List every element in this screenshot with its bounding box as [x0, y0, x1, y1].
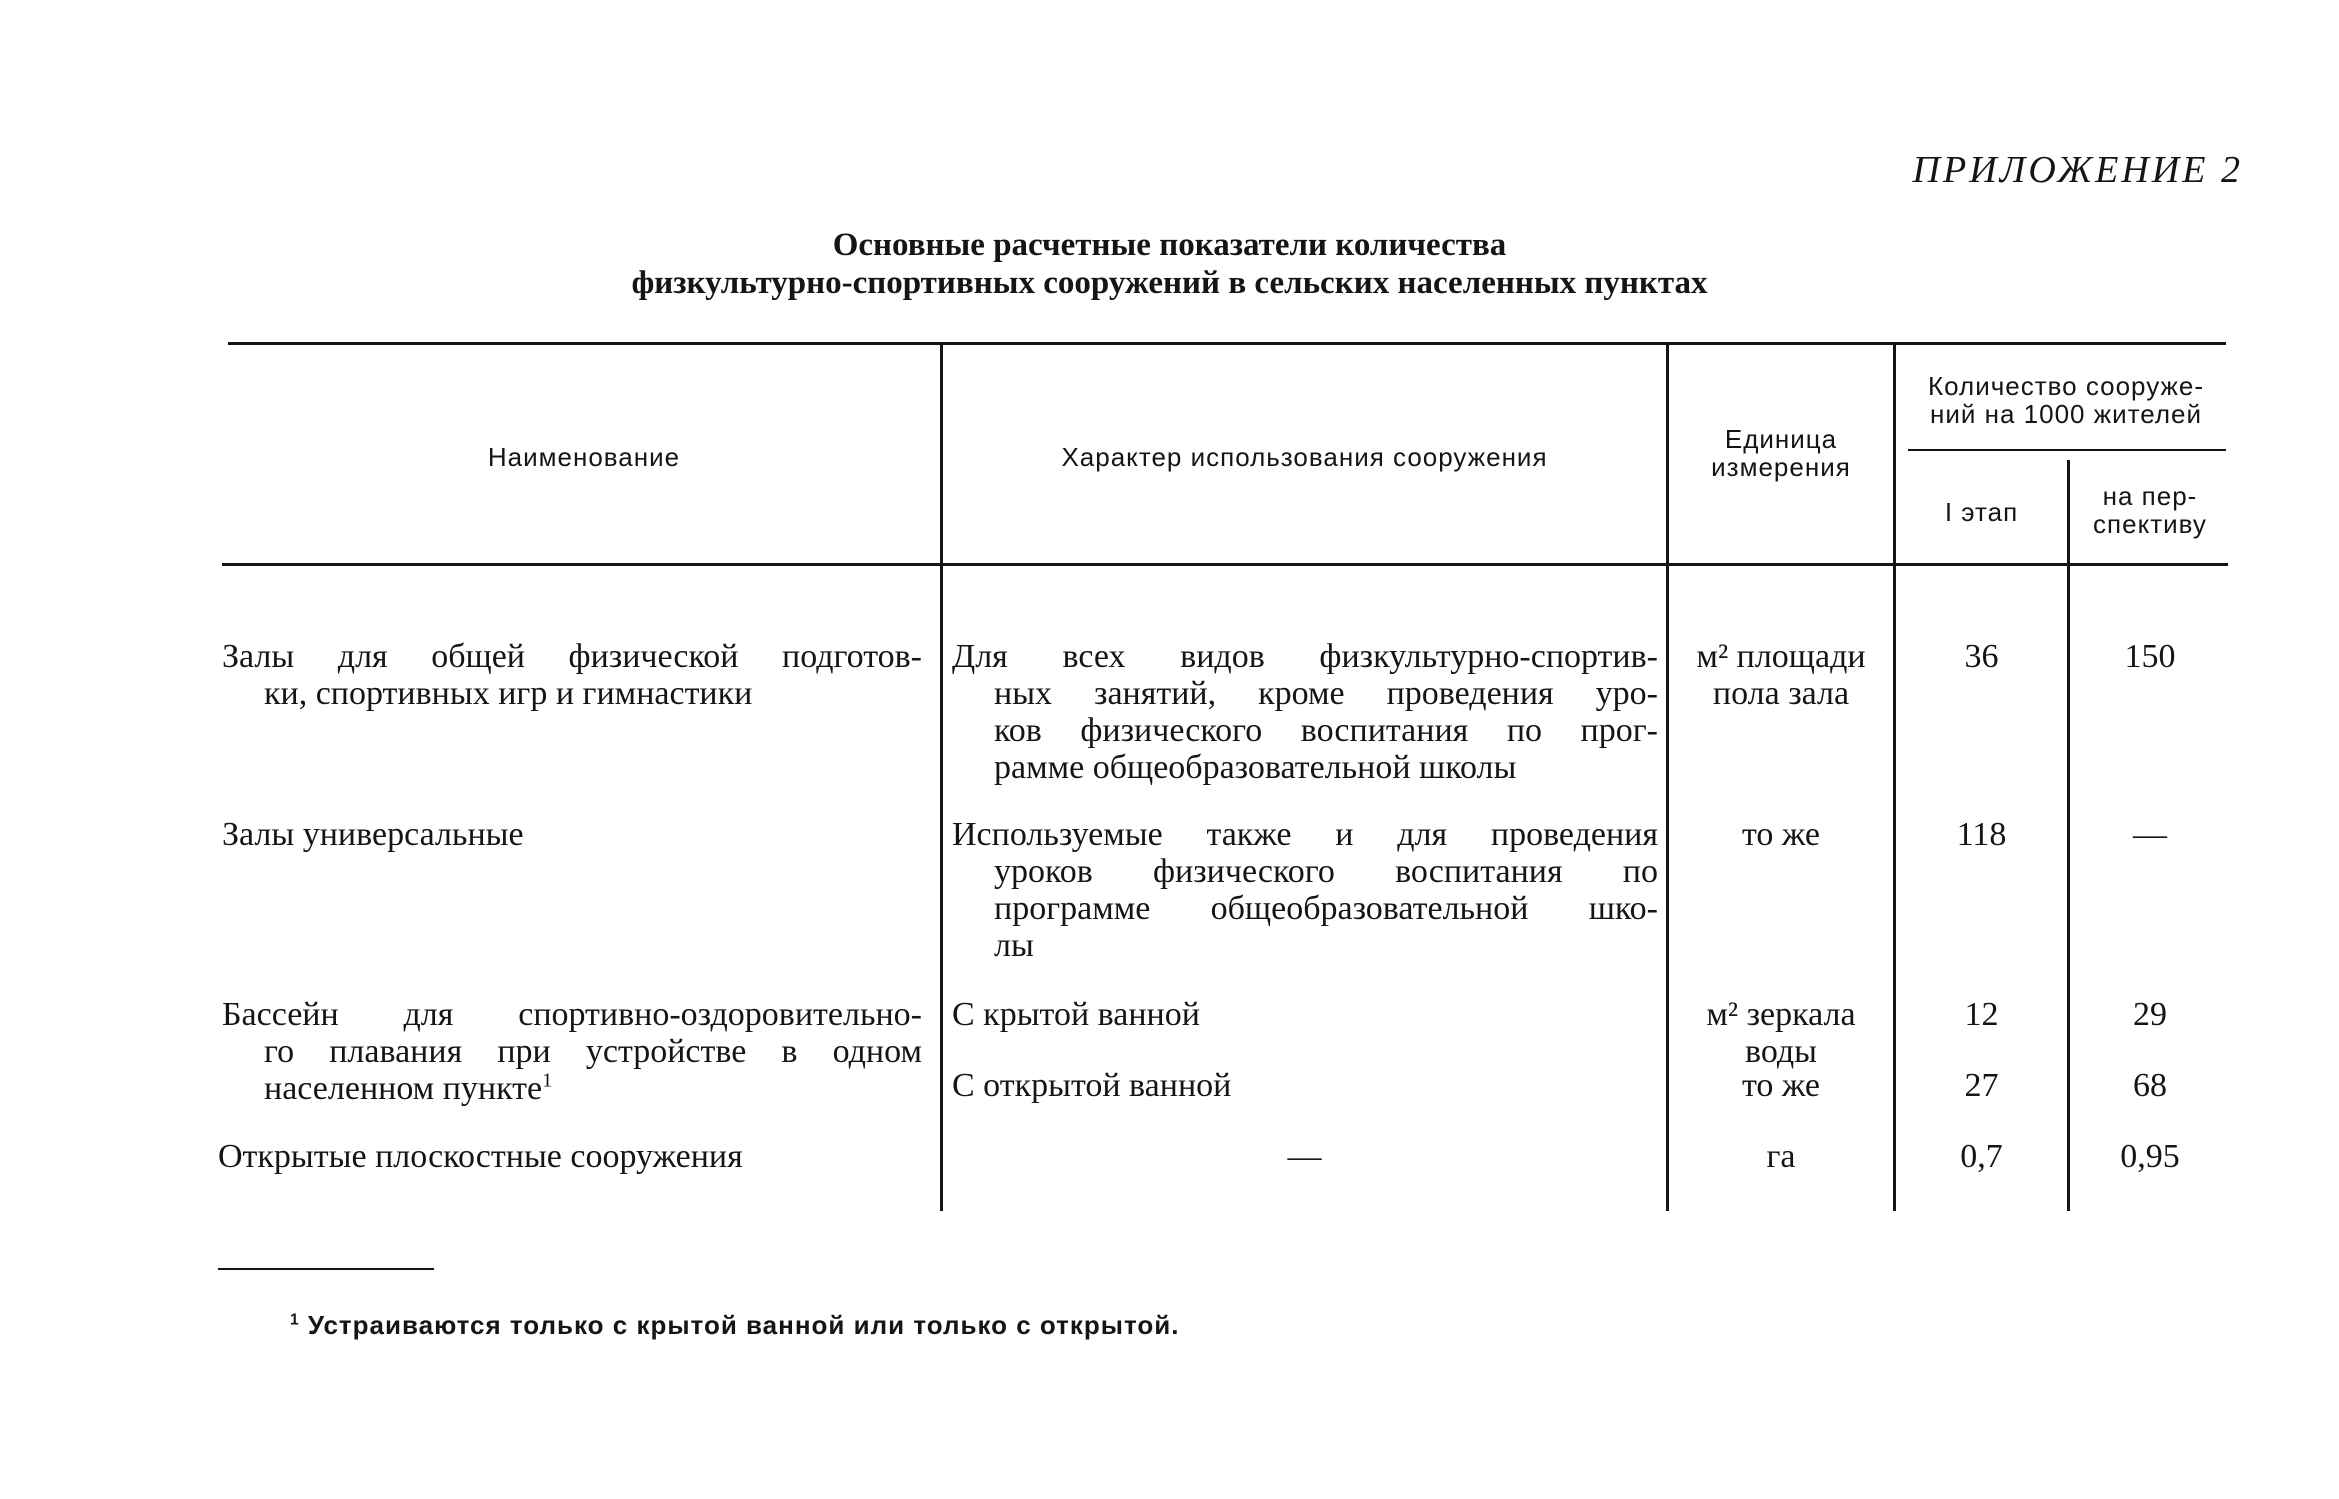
footnote-marker: 1	[290, 1311, 300, 1329]
row2-unit: то же	[1741, 816, 1821, 853]
table-title-line2: физкультурно-спортивных сооружений в сельских населенных пунктах	[631, 265, 1708, 301]
qty-header-rule	[1908, 449, 2226, 451]
row3-stage1-b: 27	[1964, 1067, 1999, 1104]
footnote	[290, 1310, 1179, 1341]
row2-name: Залы универсальные	[222, 816, 524, 853]
row2-stage1: 118	[1956, 816, 2007, 853]
row1-unit: м² площади пола зала	[1696, 638, 1866, 712]
row1-future: 150	[2124, 638, 2176, 675]
table-top-rule	[228, 342, 2226, 345]
appendix-label: ПРИЛОЖЕНИЕ 2	[1912, 149, 2243, 191]
row4-unit: га	[1766, 1138, 1796, 1175]
row3-future-a: 29	[2133, 996, 2167, 1033]
column-divider-1	[940, 345, 943, 1211]
row1-usage: Для всех видов физкультурно-спортив- ных занятий, кроме проведения уро- ков физического воспитания по прог- рамме общеобразовательной школы	[952, 638, 1658, 786]
row4-usage: —	[1287, 1138, 1322, 1175]
row3-name: Бассейн для спортивно-оздоровительно- го плавания при устройстве в одном населенном пункте$^1$	[222, 996, 922, 1107]
footnote-text: Устраиваются только с крытой ванной или только с открытой.	[307, 1310, 1180, 1340]
row3-usage-a: С крытой ванной	[952, 996, 1200, 1033]
footnote-rule	[218, 1268, 434, 1270]
row3-unit-b: то же	[1741, 1067, 1821, 1104]
row3-future-b: 68	[2133, 1067, 2167, 1104]
row1-stage1: 36	[1964, 638, 1999, 675]
header-bottom-rule	[222, 563, 2228, 566]
row2-usage: Используемые также и для проведения уроков физического воспитания по программе общеобразовательной шко- лы	[952, 816, 1658, 964]
header-usage: Характер использования сооружения	[1061, 442, 1548, 472]
header-future: на пер- спективу	[2093, 481, 2207, 539]
row3-usage-b: С открытой ванной	[952, 1067, 1232, 1104]
header-stage1: I этап	[1944, 497, 2019, 527]
row4-name: Открытые плоскостные сооружения	[218, 1138, 743, 1175]
row4-future: 0,95	[2120, 1138, 2180, 1175]
footnote-ref: 1	[542, 1069, 553, 1092]
header-name: Наименование	[487, 442, 681, 472]
table-title-line1: Основные расчетные показатели количества	[832, 227, 1507, 263]
row1-name: Залы для общей физической подготов- ки, спортивных игр и гимнастики	[222, 638, 922, 712]
row3-stage1-a: 12	[1964, 996, 1999, 1033]
row2-future: —	[2133, 816, 2167, 853]
header-qty: Количество сооруже- ний на 1000 жителей	[1927, 371, 2205, 429]
row3-unit-a: м² зеркала воды	[1706, 996, 1856, 1070]
row4-stage1: 0,7	[1960, 1138, 2003, 1175]
header-unit: Единица измерения	[1711, 424, 1851, 482]
